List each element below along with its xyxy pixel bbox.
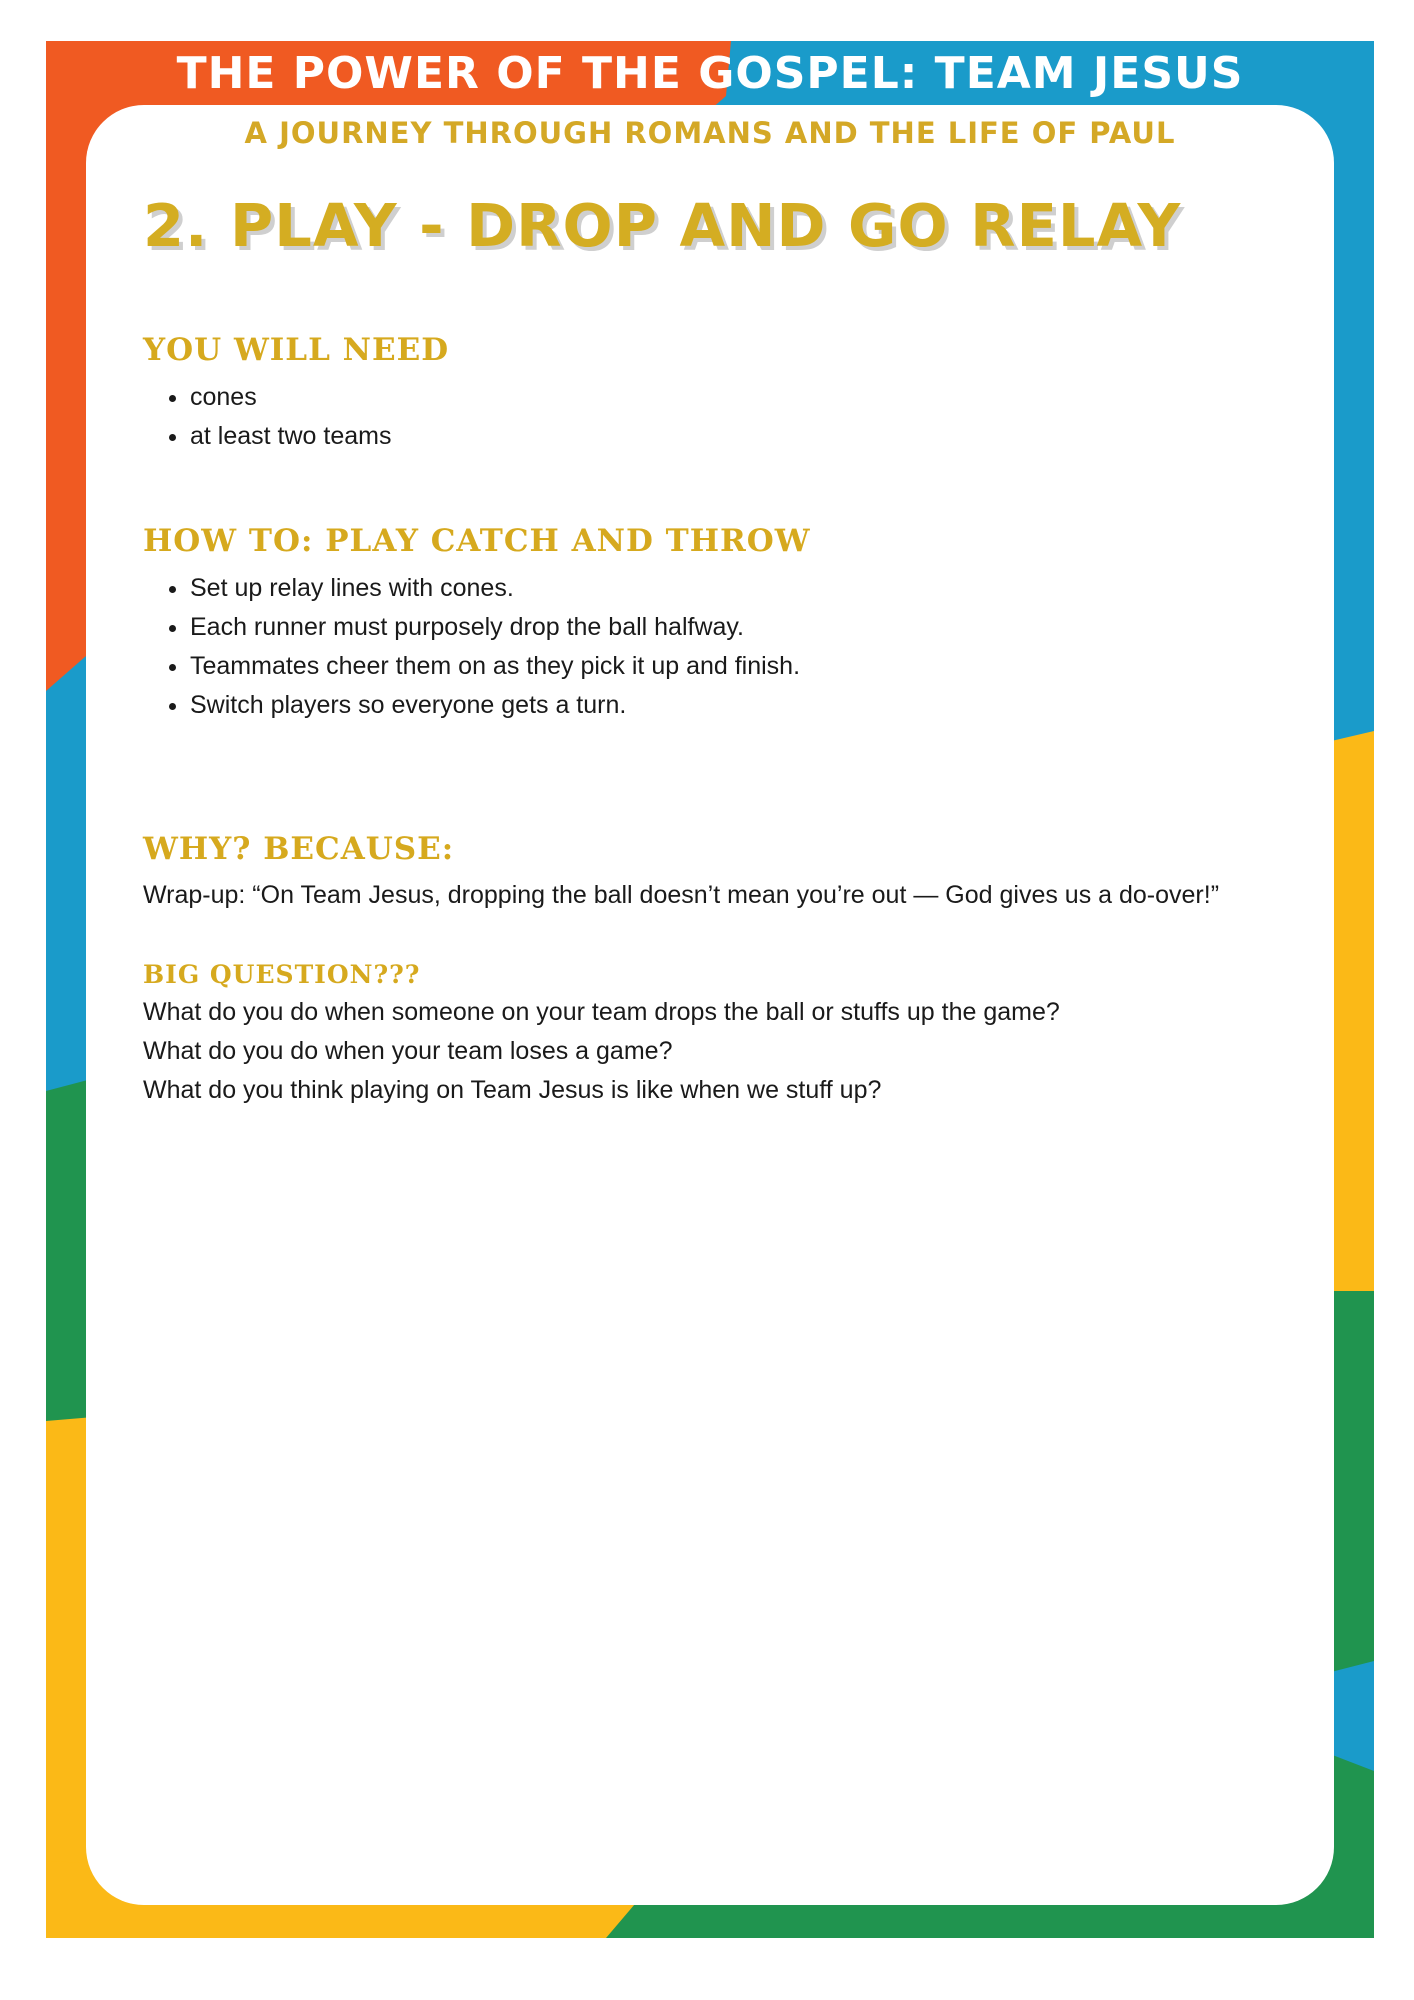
activity-title: 2. PLAY - DROP AND GO RELAY: [143, 191, 1182, 260]
how-to-steps-list: [160, 569, 800, 725]
why-text: Wrap-up: “On Team Jesus, dropping the ball doesn’t mean you’re out — God gives us a do-over!”: [143, 881, 1220, 909]
list-item: • cones: [190, 378, 391, 417]
big-question-heading: BIG QUESTION???: [143, 960, 421, 989]
page-subtitle: A JOURNEY THROUGH ROMANS AND THE LIFE OF PAUL: [244, 116, 1176, 150]
you-will-need-heading: YOU WILL NEED: [143, 332, 450, 368]
big-question-1: What do you do when someone on your team drops the ball or stuffs up the game?: [143, 998, 1060, 1026]
why-heading: WHY? BECAUSE:: [143, 831, 455, 867]
how-to-heading: HOW TO: PLAY CATCH AND THROW: [143, 523, 811, 559]
page-title: THE POWER OF THE GOSPEL: TEAM JESUS: [176, 48, 1244, 99]
you-will-need-list: [160, 378, 391, 456]
list-item: • Switch players so everyone gets a turn.: [190, 686, 800, 725]
big-question-2: What do you do when your team loses a game?: [143, 1037, 673, 1065]
big-question-3: What do you think playing on Team Jesus is like when we stuff up?: [143, 1076, 882, 1104]
list-item: • Each runner must purposely drop the ball halfway.: [190, 608, 800, 647]
list-item: • at least two teams: [190, 417, 391, 456]
list-item: • Teammates cheer them on as they pick it up and finish.: [190, 647, 800, 686]
list-item: • Set up relay lines with cones.: [190, 569, 800, 608]
